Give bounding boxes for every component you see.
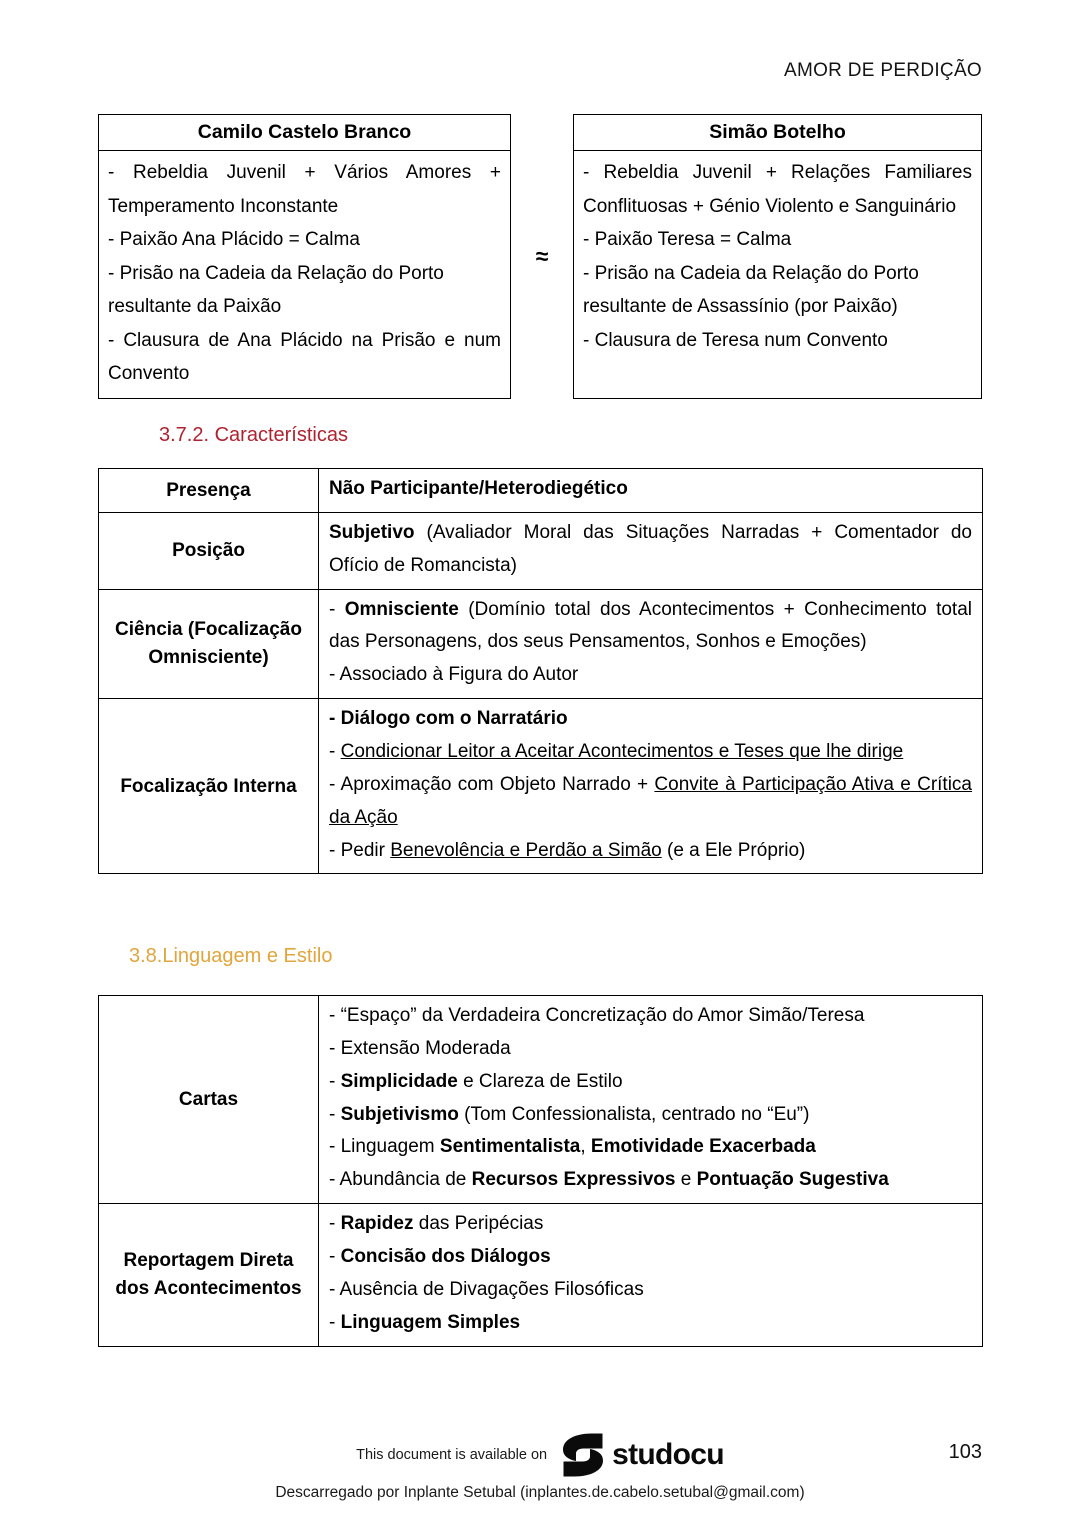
list-item: - Paixão Ana Plácido = Calma xyxy=(108,229,360,251)
cell-paragraph xyxy=(329,659,972,692)
studocu-logo-icon xyxy=(561,1432,605,1478)
cell-text-underlined: Benevolência e Perdão a Simão xyxy=(390,839,662,861)
cell-text-bold: Omnisciente xyxy=(344,598,459,620)
table-row xyxy=(99,996,983,1204)
section-heading-caracteristicas: 3.7.2. Características xyxy=(159,424,348,446)
page-number: 103 xyxy=(948,1441,982,1463)
cell-paragraph xyxy=(329,1066,972,1099)
cell-text-bold: - Diálogo com o Narratário xyxy=(329,708,568,730)
cell-text: (e a Ele Próprio) xyxy=(661,839,806,861)
cell-text: - Abundância de xyxy=(329,1169,472,1191)
cell-text-bold: Simplicidade xyxy=(340,1070,458,1092)
list-item: - Rebeldia Juvenil + Relações Familiares Conflituosas + Génio Violento e Sanguinário xyxy=(583,162,972,217)
row-label-line: (Focalização xyxy=(187,619,302,641)
cell-text-bold: Concisão dos Diálogos xyxy=(340,1246,551,1268)
cell-text-bold: Linguagem Simples xyxy=(340,1311,521,1333)
cell-text: e Clareza de Estilo xyxy=(457,1070,623,1092)
cell-text: - Associado à Figura do Autor xyxy=(329,664,579,686)
row-label-line: Omnisciente) xyxy=(148,646,269,668)
row-label-focalizacao-interna xyxy=(99,699,319,874)
cell-text-underlined: Condicionar Leitor a Aceitar Acontecimentos e Teses que lhe dirige xyxy=(340,741,904,763)
cell-text: (Avaliador Moral das Situações Narradas + Comentador do Ofício de Romancista) xyxy=(329,521,972,576)
cell-text-bold: Pontuação Sugestiva xyxy=(696,1169,889,1191)
row-value-reportagem xyxy=(319,1204,983,1346)
cell-paragraph xyxy=(329,1307,972,1340)
cell-text-underlined: Convite à Participação Ativa e Crítica da Ação xyxy=(329,773,972,828)
cell-text: - xyxy=(329,741,341,763)
cell-text: - Extensão Moderada xyxy=(329,1037,511,1059)
comparison-box-camilo-body xyxy=(99,151,510,398)
cell-text: Não Participante/Heterodiegético xyxy=(329,478,628,499)
list-item: - Paixão Teresa = Calma xyxy=(583,229,792,251)
row-label-line: Reportagem xyxy=(123,1250,235,1272)
cell-text: - Ausência de Divagações Filosóficas xyxy=(329,1278,644,1300)
row-label-reportagem xyxy=(99,1204,319,1346)
cell-paragraph xyxy=(329,594,972,660)
cell-text-bold: Subjetivo xyxy=(329,521,415,543)
row-label-ciencia xyxy=(99,589,319,699)
cell-paragraph xyxy=(329,703,972,736)
cell-text: - “Espaço” da Verdadeira Concretização do Amor Simão/Teresa xyxy=(329,1005,865,1026)
cell-paragraph xyxy=(329,1099,972,1132)
cell-paragraph xyxy=(329,835,972,868)
approximately-equal-symbol: ≈ xyxy=(535,243,549,270)
row-value-ciencia xyxy=(319,589,983,699)
comparison-table-pair xyxy=(98,114,982,399)
cell-text: - xyxy=(329,1103,341,1125)
row-label-cartas: Cartas xyxy=(99,996,319,1204)
cell-text: - xyxy=(329,1311,341,1333)
table-row xyxy=(99,699,983,874)
cell-text: - xyxy=(329,1070,341,1092)
studocu-availability-row xyxy=(0,1432,1080,1478)
cell-text: - xyxy=(329,1246,341,1268)
list-item: - Clausura de Ana Plácido na Prisão e num Convento xyxy=(108,329,501,385)
comparison-box-camilo-title: Camilo Castelo Branco xyxy=(99,115,510,151)
row-label-line: Interna xyxy=(233,775,297,797)
cell-text: e xyxy=(675,1169,697,1191)
table-row xyxy=(99,1204,983,1346)
row-value-cartas xyxy=(319,996,983,1204)
row-label-presenca: Presença xyxy=(99,469,319,513)
list-item: - Prisão na Cadeia da Relação do Porto resultante da Paixão xyxy=(108,262,444,318)
cell-text: das Peripécias xyxy=(413,1213,544,1235)
cell-text: - Aproximação com Objeto Narrado + xyxy=(329,773,655,795)
cell-paragraph xyxy=(329,1131,972,1164)
footer-watermark xyxy=(0,1418,1080,1528)
table-row xyxy=(99,589,983,699)
table-row xyxy=(99,512,983,589)
table-caracteristicas xyxy=(98,468,983,874)
cell-paragraph xyxy=(329,769,972,835)
cell-paragraph xyxy=(329,1033,972,1066)
cell-paragraph xyxy=(329,1208,972,1241)
cell-text: - Pedir xyxy=(329,839,391,861)
row-label-line: Direta dos xyxy=(115,1250,294,1299)
cell-text-bold: Subjetivismo xyxy=(340,1103,459,1125)
cell-text: (Tom Confessionalista, centrado no “Eu”) xyxy=(458,1103,810,1125)
cell-text-bold: Recursos Expressivos xyxy=(471,1169,676,1191)
cell-text-bold: Sentimentalista xyxy=(439,1136,581,1158)
cell-text: (Domínio total dos Acontecimentos + Conhecimento total das Personagens, dos seus Pensamentos, Sonhos e Emoções) xyxy=(329,598,972,653)
table-linguagem-estilo xyxy=(98,995,983,1347)
cell-paragraph xyxy=(329,517,972,583)
row-value-focalizacao-interna xyxy=(319,699,983,874)
section-heading-linguagem-estilo: 3.8.Linguagem e Estilo xyxy=(129,945,333,967)
list-item: - Clausura de Teresa num Convento xyxy=(583,329,888,351)
availability-text: This document is available on xyxy=(356,1447,548,1463)
cell-text-bold: Rapidez xyxy=(340,1213,414,1235)
cell-text: - xyxy=(329,1213,341,1235)
cell-text: , xyxy=(580,1136,591,1158)
comparison-box-simao-title: Simão Botelho xyxy=(574,115,981,151)
cell-text: - xyxy=(329,598,345,620)
running-header: AMOR DE PERDIÇÃO xyxy=(784,60,982,81)
cell-paragraph xyxy=(329,1000,972,1033)
list-item: - Prisão na Cadeia da Relação do Porto resultante de Assassínio (por Paixão) xyxy=(583,262,919,318)
cell-text-bold: Emotividade Exacerbada xyxy=(590,1136,816,1158)
row-label-posicao: Posição xyxy=(99,512,319,589)
row-label-line: Ciência xyxy=(115,619,183,641)
row-label-line: Acontecimentos xyxy=(153,1277,302,1299)
cell-paragraph xyxy=(329,1241,972,1274)
row-value-presenca xyxy=(319,469,983,513)
comparison-box-camilo xyxy=(98,114,511,399)
downloaded-by-line: Descarregado por Inplante Setubal (inplantes.de.cabelo.setubal@gmail.com) xyxy=(275,1484,805,1501)
cell-text: - Linguagem xyxy=(329,1136,440,1158)
studocu-logo[interactable] xyxy=(561,1432,724,1478)
cell-paragraph xyxy=(329,1164,972,1197)
cell-paragraph xyxy=(329,1274,972,1307)
studocu-wordmark: studocu xyxy=(612,1438,724,1471)
row-label-line: Focalização xyxy=(120,775,229,797)
comparison-box-simao-body xyxy=(574,151,981,365)
comparison-box-simao xyxy=(573,114,982,399)
list-item: - Rebeldia Juvenil + Vários Amores + Temperamento Inconstante xyxy=(108,162,501,217)
table-row xyxy=(99,469,983,513)
cell-paragraph xyxy=(329,736,972,769)
row-value-posicao xyxy=(319,512,983,589)
